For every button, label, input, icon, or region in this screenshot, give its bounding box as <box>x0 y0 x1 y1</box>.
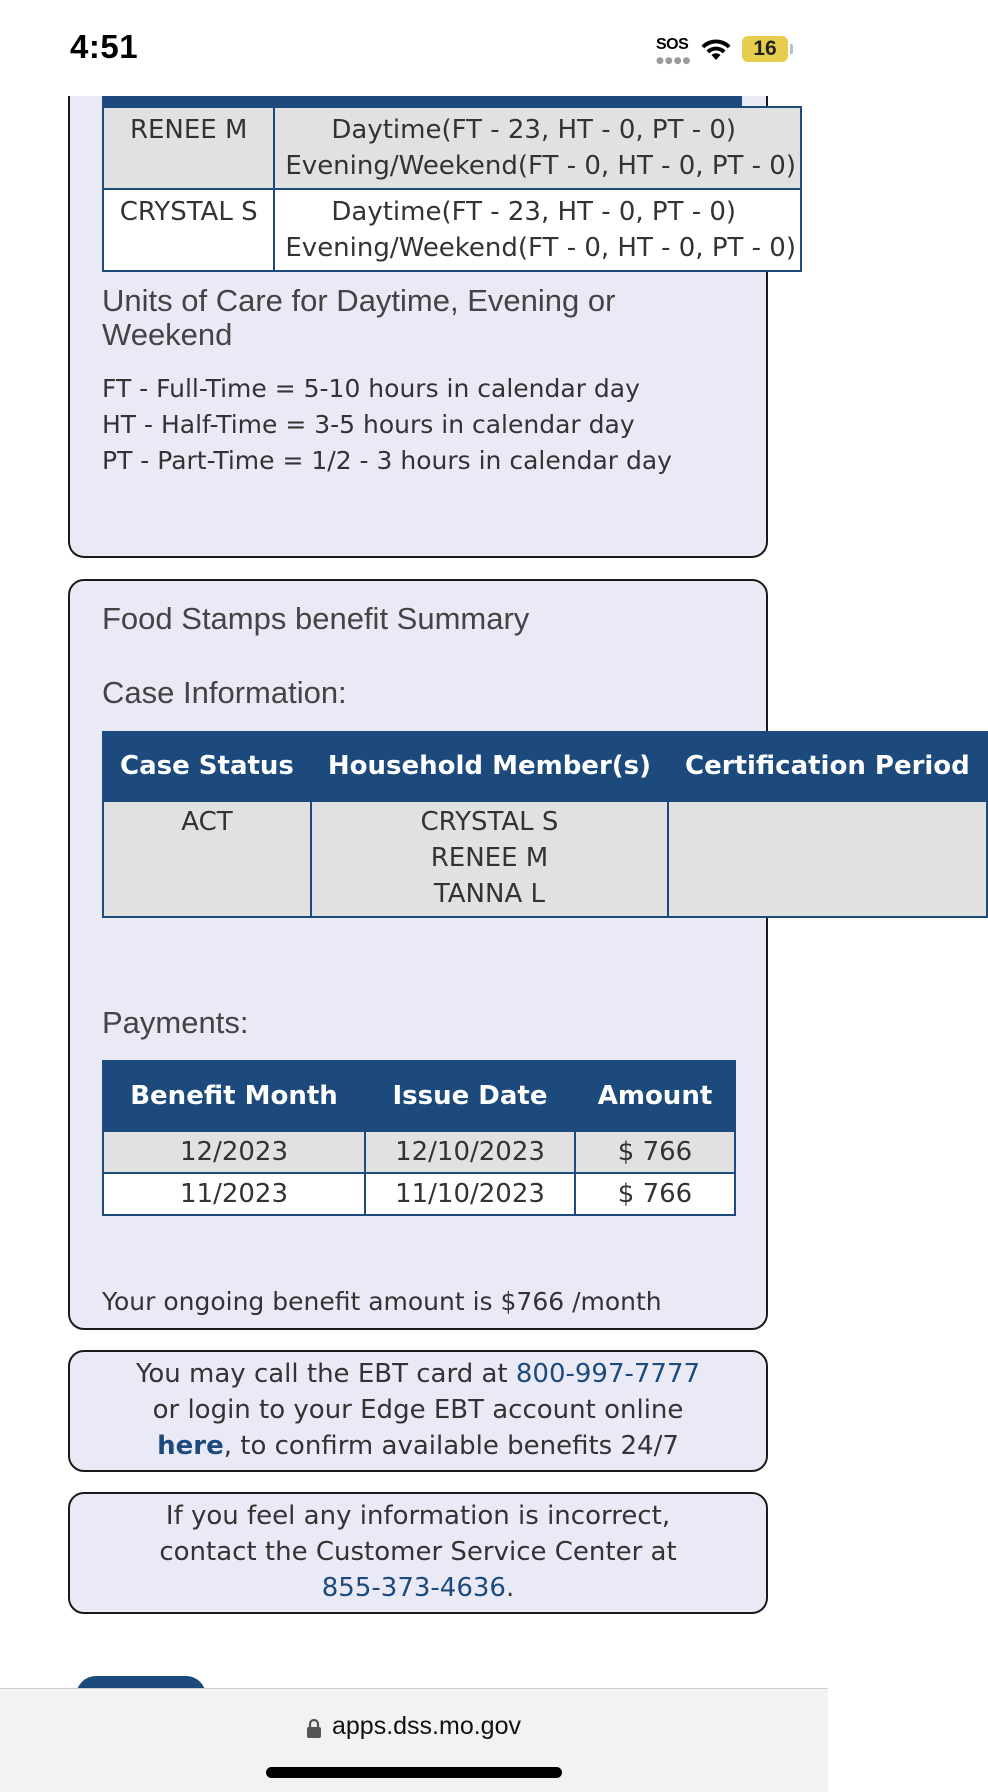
certification-cell <box>668 801 987 917</box>
issue-date-cell: 12/10/2023 <box>365 1131 575 1173</box>
ebt-line-1 <box>70 1356 766 1392</box>
ebt-line-2: or login to your Edge EBT account online <box>152 1395 684 1425</box>
column-header-issue-date: Issue Date <box>365 1061 575 1131</box>
sos-indicator: SOS <box>656 36 689 53</box>
daytime-units: Daytime(FT - 23, HT - 0, PT - 0) <box>331 115 737 145</box>
ebt-text: You may call the EBT card at <box>135 1359 516 1389</box>
help-line-3 <box>70 1570 766 1606</box>
table-row <box>103 189 801 271</box>
battery-icon: 16 <box>742 36 788 62</box>
benefit-month-cell: 11/2023 <box>103 1173 365 1215</box>
column-header-amount: Amount <box>575 1061 735 1131</box>
care-units-table <box>102 106 802 272</box>
status-bar <box>0 0 828 96</box>
ongoing-benefit-text: Your ongoing benefit amount is $766 /month <box>102 1287 662 1316</box>
evening-units: Evening/Weekend(FT - 0, HT - 0, PT - 0) <box>285 151 796 181</box>
payments-table <box>102 1060 736 1216</box>
edge-ebt-here-link[interactable]: here <box>157 1431 224 1461</box>
units-heading: Units of Care for Daytime, Evening or Weekend <box>102 283 616 352</box>
amount-cell: $ 766 <box>575 1173 735 1215</box>
help-line-2: contact the Customer Service Center at <box>159 1537 677 1567</box>
unit-definition: FT - Full-Time = 5-10 hours in calendar day <box>102 374 640 403</box>
case-status-cell: ACT <box>103 801 311 917</box>
customer-service-phone-link[interactable]: 855-373-4636 <box>321 1573 506 1603</box>
care-table-header-bar <box>102 96 742 106</box>
unit-definition: HT - Half-Time = 3-5 hours in calendar day <box>102 410 635 439</box>
ebt-phone-link[interactable]: 800-997-7777 <box>515 1359 701 1389</box>
table-row <box>103 801 987 917</box>
signal-dots-icon: ●●●● <box>656 56 692 66</box>
member-name: RENEE M <box>430 843 549 873</box>
help-line-1: If you feel any information is incorrect, <box>165 1501 671 1531</box>
column-header-household-members: Household Member(s) <box>311 731 668 801</box>
units-cell <box>274 107 801 189</box>
home-indicator <box>266 1767 562 1778</box>
lock-icon <box>306 1718 322 1738</box>
benefit-month-cell: 12/2023 <box>103 1131 365 1173</box>
unit-definition: PT - Part-Time = 1/2 - 3 hours in calendar day <box>102 446 672 475</box>
household-members-cell <box>311 801 668 917</box>
member-name: TANNA L <box>433 879 545 909</box>
browser-address-bar[interactable] <box>0 1688 828 1792</box>
food-stamps-panel <box>68 579 970 1330</box>
table-row <box>103 1131 735 1173</box>
payments-heading: Payments: <box>102 1005 249 1040</box>
provider-name: RENEE M <box>103 107 274 189</box>
status-time: 4:51 <box>70 28 139 65</box>
member-name: CRYSTAL S <box>420 807 559 837</box>
case-table-scroll[interactable] <box>102 731 970 909</box>
units-cell <box>274 189 801 271</box>
amount-cell: $ 766 <box>575 1131 735 1173</box>
battery-cap <box>790 44 793 54</box>
ebt-notice-panel <box>68 1350 768 1472</box>
evening-units: Evening/Weekend(FT - 0, HT - 0, PT - 0) <box>285 233 796 263</box>
column-header-case-status: Case Status <box>103 731 311 801</box>
daytime-units: Daytime(FT - 23, HT - 0, PT - 0) <box>331 197 737 227</box>
wifi-icon <box>699 36 733 62</box>
table-row <box>103 1173 735 1215</box>
provider-name: CRYSTAL S <box>103 189 274 271</box>
ebt-text: , to confirm available benefits 24/7 <box>223 1431 679 1461</box>
help-period: . <box>505 1573 515 1603</box>
column-header-certification: Certification Period <box>668 731 987 801</box>
column-header-benefit-month: Benefit Month <box>103 1061 365 1131</box>
care-table-scroll[interactable] <box>102 96 796 296</box>
url-text[interactable]: apps.dss.mo.gov <box>332 1712 521 1740</box>
case-info-heading: Case Information: <box>102 675 347 710</box>
case-info-table <box>102 731 988 918</box>
child-care-panel <box>68 60 796 558</box>
help-notice-panel <box>68 1492 768 1614</box>
table-row <box>103 107 801 189</box>
ebt-line-3 <box>70 1428 766 1464</box>
panel-title: Food Stamps benefit Summary <box>102 601 530 636</box>
issue-date-cell: 11/10/2023 <box>365 1173 575 1215</box>
